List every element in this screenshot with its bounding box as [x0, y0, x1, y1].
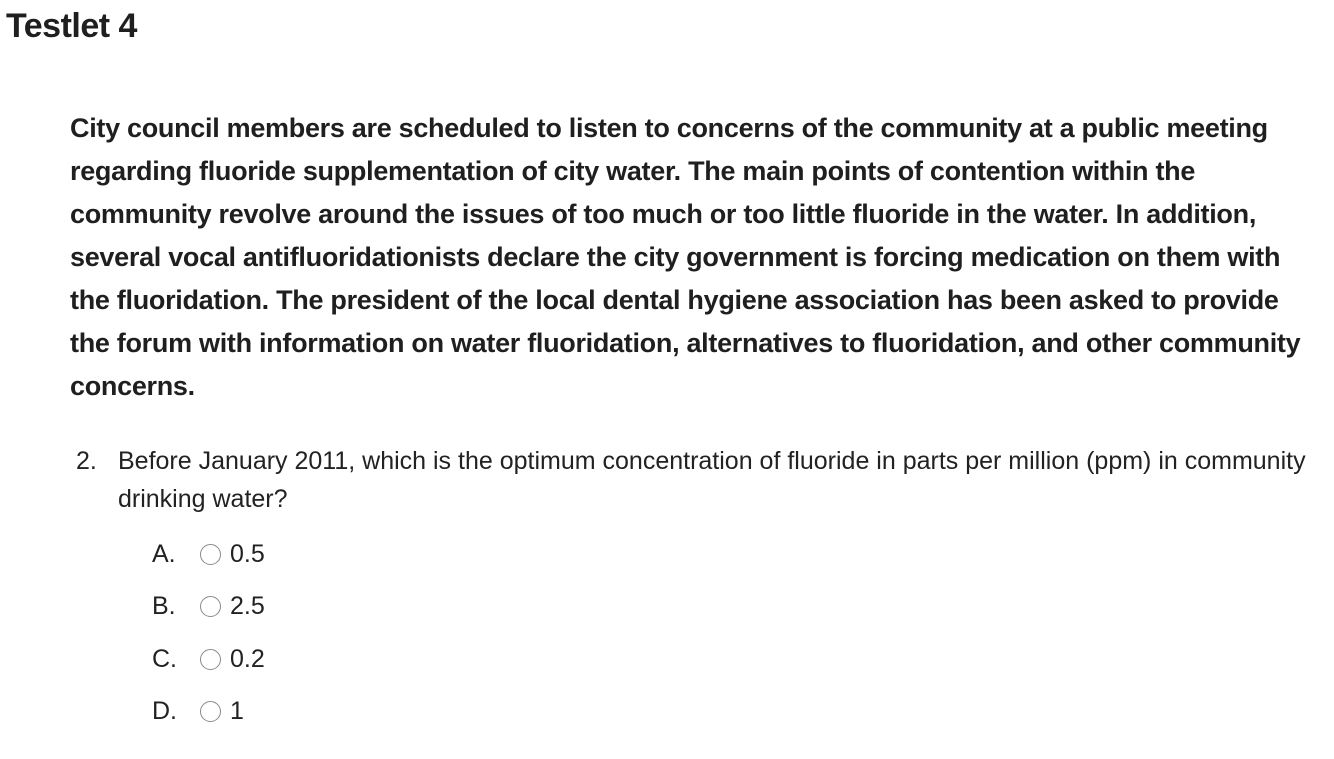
question-row — [76, 442, 1326, 518]
answer-options — [152, 528, 265, 738]
option-letter: A. — [152, 539, 176, 568]
option-b[interactable] — [152, 581, 265, 634]
passage-text: City council members are scheduled to listen to concerns of the community at a public meeting regarding fluoride supplementation of city water. The main points of contention within the community revolve around the issues of too much or too little fluoride in the water. In addition, several vocal antifluoridationists declare the city government is forcing medication on them with the fluoridation. The president of the local dental hygiene association has been asked to provide the forum with information on water fluoridation, alternatives to fluoridation, and other community concerns. — [70, 113, 1301, 401]
radio-button-d[interactable] — [200, 701, 221, 722]
option-letter: D. — [152, 697, 177, 726]
radio-button-b[interactable] — [200, 596, 221, 617]
radio-button-a[interactable] — [200, 544, 221, 565]
option-letter: C. — [152, 644, 177, 673]
question-block — [76, 442, 1326, 518]
option-value: 0.5 — [230, 539, 265, 568]
option-value: 0.2 — [230, 644, 265, 673]
question-number: 2. — [76, 447, 97, 475]
question-text: Before January 2011, which is the optimum concentration of fluoride in parts per million (ppm) in community drinking water? — [118, 447, 1306, 513]
option-letter: B. — [152, 592, 176, 621]
option-a[interactable] — [152, 528, 265, 581]
option-c[interactable] — [152, 633, 265, 686]
page-title: Testlet 4 — [6, 7, 137, 45]
radio-button-c[interactable] — [200, 649, 221, 670]
option-value: 1 — [230, 697, 244, 726]
option-value: 2.5 — [230, 592, 265, 621]
option-d[interactable] — [152, 686, 265, 739]
